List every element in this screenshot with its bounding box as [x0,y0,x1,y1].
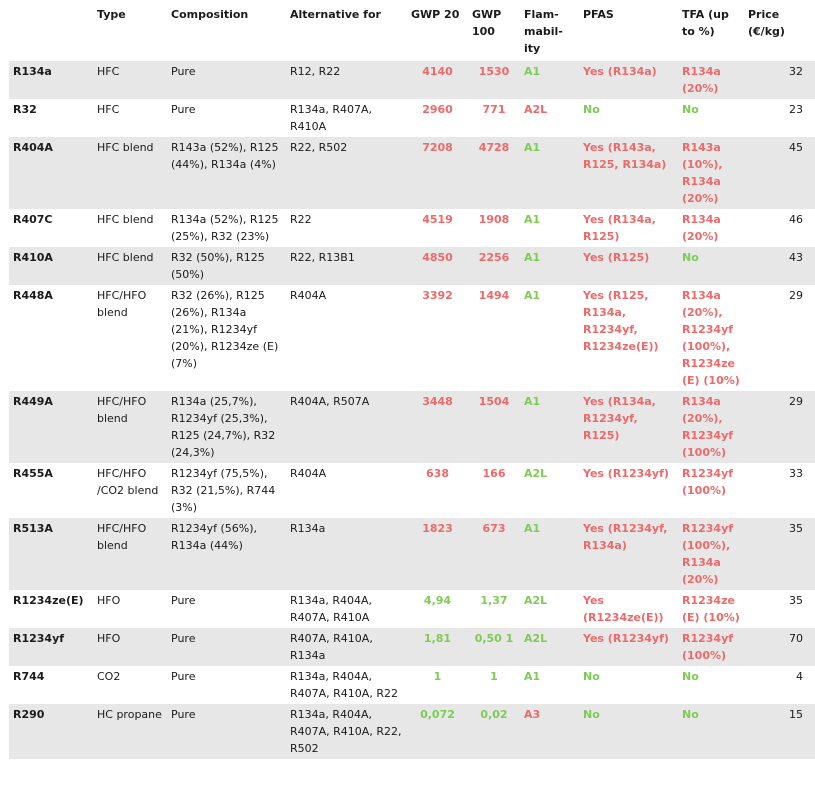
cell-pfas: Yes (R125, R134a, R1234yf, R1234ze(E)) [583,289,659,353]
cell-gwp20: 638 [426,467,449,480]
table-row [9,391,815,463]
cell-pfas: Yes (R1234yf) [579,628,678,666]
cell-composition: R1234yf (75,5%), R32 (21,5%), R744 (3%) [171,467,276,514]
cell-tfa: R1234yf (100%) [678,628,744,666]
cell-pfas: No [583,103,600,116]
header-gwp100: GWP 100 [472,8,502,38]
table-body [9,61,815,759]
cell-alternative: R404A [290,289,327,302]
cell-price: 29 [744,391,815,463]
cell-gwp100: 0,50 1 [468,628,520,666]
cell-refrigerant: R1234ze(E) [13,594,84,607]
cell-pfas: Yes (R125) [579,247,678,285]
header-tfa: TFA (up to %) [682,8,729,38]
table-row [9,704,815,759]
table-row [9,137,815,209]
cell-pfas: Yes (R134a) [579,61,678,99]
cell-gwp20: 4519 [422,213,453,226]
cell-alternative: R22, R502 [286,137,407,209]
table-row [9,518,815,590]
cell-gwp100: 1504 [468,391,520,463]
cell-composition: Pure [171,103,196,116]
cell-gwp100: 0,02 [468,704,520,759]
cell-refrigerant: R407C [13,213,53,226]
cell-flammability: A1 [524,670,541,683]
cell-refrigerant: R455A [13,467,53,480]
cell-gwp100: 771 [482,103,506,116]
header-composition: Composition [171,8,249,21]
cell-gwp20: 4140 [407,61,468,99]
cell-pfas: No [583,670,600,683]
cell-type: HFC [97,103,120,116]
cell-type: HFC blend [93,247,167,285]
cell-refrigerant: R32 [13,103,37,116]
cell-flammability: A1 [524,289,541,302]
table-row [9,666,815,704]
table-row [9,61,815,99]
cell-flammability: A1 [520,247,579,285]
cell-gwp100: 166 [482,467,506,480]
cell-type: HFC/HFO blend [97,289,147,319]
cell-type: HC propane [93,704,167,759]
cell-type: HFC [93,61,167,99]
cell-flammability: A2L [524,594,548,607]
cell-refrigerant: R134a [9,61,93,99]
cell-refrigerant: R290 [9,704,93,759]
cell-gwp20: 7208 [407,137,468,209]
cell-composition: Pure [171,670,196,683]
cell-pfas: Yes (R1234yf, R134a) [579,518,678,590]
cell-gwp20: 1 [433,670,442,683]
cell-flammability: A2L [520,628,579,666]
cell-gwp100: 1530 [468,61,520,99]
header-alternative: Alternative for [290,8,381,21]
cell-gwp100: 2256 [468,247,520,285]
cell-price: 4 [796,670,803,683]
cell-gwp100: 1494 [478,289,510,302]
cell-gwp20: 4850 [407,247,468,285]
cell-alternative: R22 [290,213,312,226]
cell-refrigerant: R449A [9,391,93,463]
table-row [9,590,815,628]
cell-refrigerant: R744 [13,670,45,683]
cell-gwp20: 0,072 [407,704,468,759]
cell-flammability: A3 [520,704,579,759]
refrigerant-table [9,4,815,759]
cell-composition: Pure [167,61,286,99]
cell-alternative: R22, R13B1 [286,247,407,285]
cell-tfa: R134a (20%) [682,213,721,243]
table-row [9,209,815,247]
cell-alternative: R404A [290,467,327,480]
cell-alternative: R407A, R410A, R134a [286,628,407,666]
cell-price: 23 [789,103,803,116]
cell-price: 33 [789,467,803,480]
cell-composition: R32 (50%), R125 (50%) [167,247,286,285]
cell-gwp20: 1,81 [407,628,468,666]
cell-tfa: R1234ze (E) (10%) [682,594,740,624]
cell-alternative: R12, R22 [286,61,407,99]
cell-price: 32 [744,61,815,99]
cell-tfa: No [678,704,744,759]
cell-gwp100: 673 [468,518,520,590]
cell-type: HFC/HFO blend [93,518,167,590]
cell-refrigerant: R410A [9,247,93,285]
cell-tfa: R1234yf (100%) [682,467,734,497]
cell-flammability: A1 [520,137,579,209]
cell-tfa: R143a (10%), R134a (20%) [678,137,744,209]
table-row [9,628,815,666]
cell-tfa: No [682,103,699,116]
cell-type: HFC/HFO /CO2 blend [97,467,159,497]
cell-price: 35 [744,518,815,590]
cell-flammability: A1 [520,391,579,463]
cell-gwp100: 1908 [478,213,510,226]
cell-type: HFC blend [97,213,154,226]
cell-pfas: Yes (R134a, R125) [583,213,656,243]
cell-pfas: Yes (R134a, R1234yf, R125) [579,391,678,463]
cell-gwp20: 3392 [422,289,453,302]
cell-gwp20: 1823 [407,518,468,590]
cell-alternative: R134a, R404A, R407A, R410A [290,594,373,624]
cell-alternative: R134a [286,518,407,590]
cell-composition: Pure [171,594,196,607]
cell-type: HFC blend [93,137,167,209]
cell-tfa: R134a (20%) [678,61,744,99]
cell-type: HFO [93,628,167,666]
cell-price: 35 [789,594,803,607]
cell-flammability: A1 [524,213,541,226]
cell-type: HFC/HFO blend [93,391,167,463]
table-row [9,99,815,137]
cell-composition: Pure [167,704,286,759]
cell-tfa: R134a (20%), R1234yf (100%) [678,391,744,463]
cell-gwp100: 1,37 [480,594,508,607]
cell-type: CO2 [97,670,121,683]
header-type: Type [97,8,126,21]
cell-pfas: Yes (R1234ze(E)) [583,594,664,624]
cell-gwp100: 4728 [468,137,520,209]
cell-composition: R32 (26%), R125 (26%), R134a (21%), R1234yf (20%), R1234ze (E) (7%) [171,289,279,370]
cell-tfa: R134a (20%), R1234yf (100%), R1234ze (E) (10%) [682,289,740,387]
table-row [9,285,815,391]
cell-alternative: R134a, R404A, R407A, R410A, R22 [290,670,398,700]
cell-composition: R143a (52%), R125 (44%), R134a (4%) [167,137,286,209]
cell-gwp20: 4,94 [423,594,452,607]
cell-flammability: A2L [524,467,548,480]
cell-composition: R1234yf (56%), R134a (44%) [167,518,286,590]
header-pfas: PFAS [583,8,614,21]
cell-pfas: Yes (R1234yf) [583,467,669,480]
cell-refrigerant: R513A [9,518,93,590]
table-row [9,247,815,285]
cell-gwp20: 2960 [422,103,453,116]
header-refrigerant [9,4,93,61]
cell-flammability: A2L [524,103,548,116]
cell-price: 15 [744,704,815,759]
cell-alternative: R134a, R404A, R407A, R410A, R22, R502 [286,704,407,759]
cell-refrigerant: R404A [9,137,93,209]
cell-price: 46 [789,213,803,226]
cell-tfa: No [682,670,699,683]
cell-gwp20: 3448 [407,391,468,463]
cell-composition: R134a (25,7%), R1234yf (25,3%), R125 (24,7%), R32 (24,3%) [167,391,286,463]
cell-price: 45 [744,137,815,209]
cell-price: 29 [789,289,803,302]
cell-refrigerant: R1234yf [9,628,93,666]
header-flammability: Flam-mabil-ity [524,8,563,55]
cell-alternative: R134a, R407A, R410A [290,103,373,133]
cell-price: 70 [744,628,815,666]
cell-composition: Pure [167,628,286,666]
header-gwp20: GWP 20 [411,8,460,21]
cell-refrigerant: R448A [13,289,53,302]
cell-flammability: A1 [520,518,579,590]
cell-pfas: Yes (R143a, R125, R134a) [579,137,678,209]
cell-composition: R134a (52%), R125 (25%), R32 (23%) [171,213,279,243]
cell-tfa: R1234yf (100%), R134a (20%) [678,518,744,590]
cell-tfa: No [678,247,744,285]
cell-type: HFO [97,594,121,607]
cell-alternative: R404A, R507A [286,391,407,463]
header-row [9,4,815,61]
header-price: Price (€/kg) [748,8,785,38]
cell-price: 43 [744,247,815,285]
cell-gwp100: 1 [490,670,498,683]
cell-flammability: A1 [520,61,579,99]
cell-pfas: No [579,704,678,759]
table-row [9,463,815,518]
